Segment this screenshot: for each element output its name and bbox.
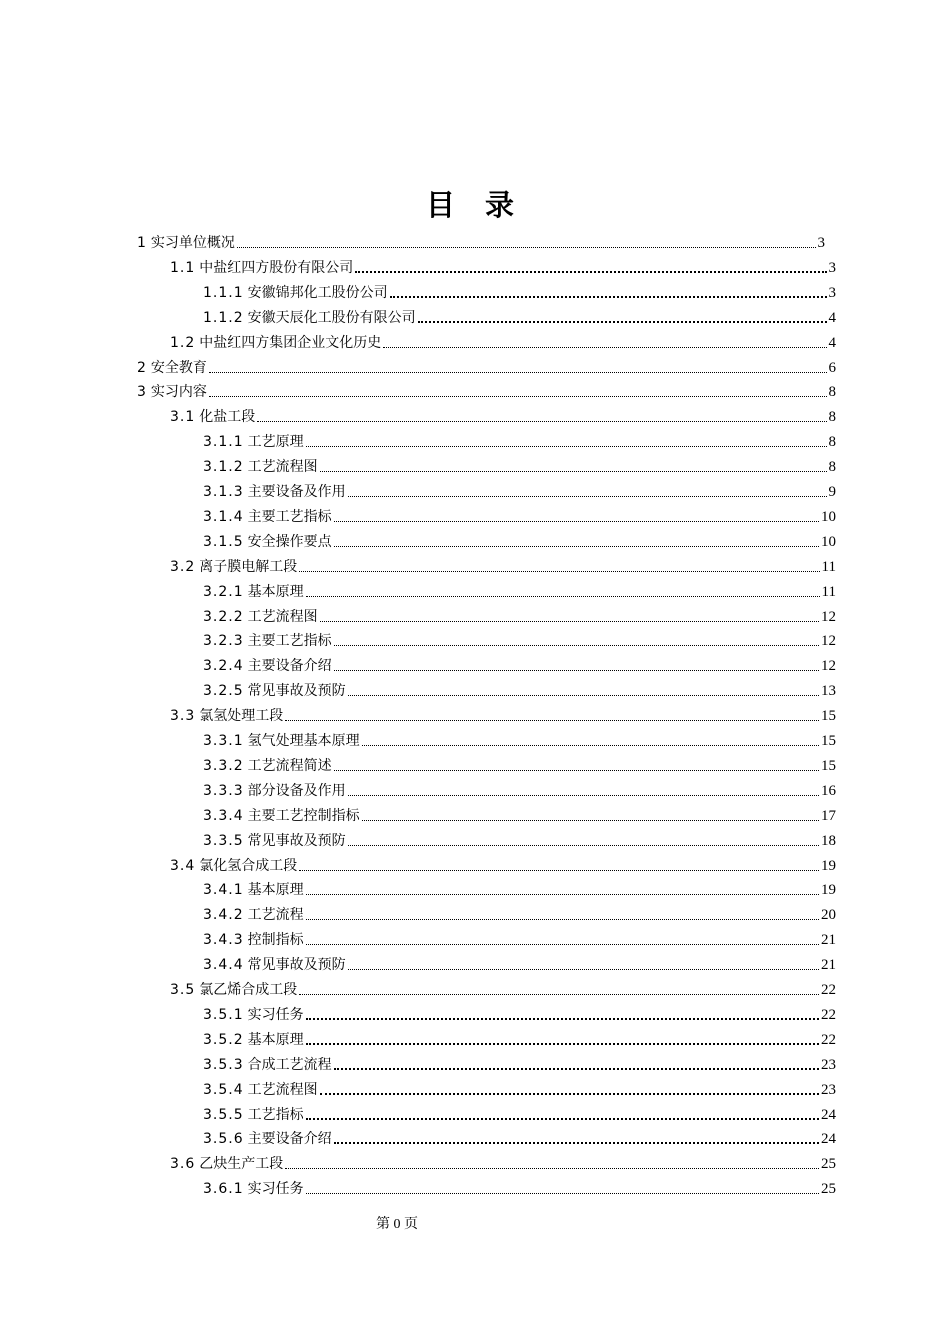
toc-entry-page: 15 bbox=[821, 757, 836, 774]
toc-entry-page: 21 bbox=[821, 932, 836, 949]
toc-entry-title: 安徽天辰化工股份有限公司 bbox=[247, 309, 416, 326]
toc-leader-dots bbox=[209, 395, 827, 397]
toc-entry[interactable] bbox=[203, 1080, 836, 1100]
toc-entry-page: 16 bbox=[821, 782, 836, 799]
toc-entry-number: 3.2.4 bbox=[203, 658, 244, 675]
toc-entry-title: 工艺流程图 bbox=[247, 1081, 318, 1098]
toc-entry-label bbox=[170, 333, 381, 353]
toc-entry-label bbox=[203, 308, 416, 328]
toc-entry[interactable] bbox=[203, 831, 836, 851]
toc-entry-page: 4 bbox=[828, 334, 836, 351]
toc-entry-title: 实习任务 bbox=[247, 1006, 304, 1023]
toc-leader-dots bbox=[348, 495, 827, 497]
toc-entry-number: 1.1.1 bbox=[203, 284, 244, 301]
toc-entry-page: 24 bbox=[821, 1131, 836, 1148]
toc-title: 目 录 bbox=[425, 188, 525, 222]
toc-entry-label bbox=[203, 781, 346, 801]
toc-entry[interactable] bbox=[203, 582, 836, 602]
toc-leader-dots bbox=[306, 445, 827, 447]
toc-entry-number: 3.6.1 bbox=[203, 1181, 244, 1198]
toc-entry-number: 3.3.2 bbox=[203, 757, 244, 774]
toc-entry-number: 1 bbox=[137, 235, 147, 251]
toc-entry[interactable] bbox=[203, 656, 836, 676]
toc-leader-dots bbox=[334, 520, 819, 522]
toc-leader-dots bbox=[306, 1117, 819, 1120]
toc-entry-number: 3.4 bbox=[170, 857, 196, 874]
toc-entry-page: 6 bbox=[828, 359, 836, 376]
toc-entry-number: 3.4.2 bbox=[203, 907, 244, 924]
toc-entry[interactable] bbox=[170, 706, 836, 726]
toc-entry-page: 8 bbox=[828, 409, 836, 426]
toc-entry-title: 工艺流程 bbox=[247, 907, 304, 924]
toc-entry-title: 实习单位概况 bbox=[150, 235, 235, 251]
toc-leader-dots bbox=[237, 246, 816, 248]
toc-entry-label bbox=[203, 831, 346, 851]
toc-entry-page: 23 bbox=[821, 1081, 836, 1098]
toc-entry[interactable] bbox=[203, 681, 836, 701]
toc-entry-title: 中盐红四方集团企业文化历史 bbox=[199, 334, 382, 351]
toc-entry-page: 13 bbox=[821, 683, 836, 700]
toc-entry-title: 安全操作要点 bbox=[247, 533, 332, 550]
toc-leader-dots bbox=[209, 371, 827, 373]
toc-entry-number: 3.4.3 bbox=[203, 932, 244, 949]
toc-entry-label bbox=[203, 1005, 304, 1025]
toc-leader-dots bbox=[299, 993, 819, 995]
toc-entry-title: 工艺原理 bbox=[247, 434, 304, 451]
toc-entry-number: 3.5.3 bbox=[203, 1056, 244, 1073]
toc-entry[interactable] bbox=[203, 532, 836, 552]
toc-leader-dots bbox=[334, 669, 819, 671]
toc-entry-page: 8 bbox=[828, 384, 836, 401]
toc-entry-page: 12 bbox=[821, 608, 836, 625]
toc-entry-label bbox=[203, 930, 304, 950]
toc-entry-label bbox=[203, 1030, 304, 1050]
toc-entry-page: 20 bbox=[821, 907, 836, 924]
toc-entry-page: 24 bbox=[821, 1106, 836, 1123]
toc-entry-label bbox=[203, 1080, 318, 1100]
toc-entry[interactable] bbox=[203, 607, 836, 627]
toc-entry-page: 3 bbox=[828, 284, 836, 301]
toc-entry-page: 21 bbox=[821, 957, 836, 974]
toc-entry-page: 10 bbox=[821, 533, 836, 550]
toc-leader-dots bbox=[334, 1141, 819, 1144]
toc-entry[interactable] bbox=[203, 457, 836, 477]
toc-entry-page: 15 bbox=[821, 733, 836, 749]
toc-entry-title: 主要工艺指标 bbox=[247, 508, 332, 525]
toc-entry-label bbox=[170, 1154, 283, 1174]
toc-entry-number: 3.2.2 bbox=[203, 608, 244, 625]
toc-entry[interactable] bbox=[137, 382, 836, 402]
toc-entry-page: 17 bbox=[821, 807, 836, 824]
toc-entry-title: 基本原理 bbox=[247, 1031, 304, 1048]
toc-entry-page: 19 bbox=[821, 857, 836, 874]
toc-entry-number: 3.2.3 bbox=[203, 633, 244, 650]
toc-entry[interactable] bbox=[137, 233, 825, 253]
toc-entry-number: 3.5.6 bbox=[203, 1131, 244, 1148]
toc-entry[interactable] bbox=[203, 308, 836, 328]
toc-leader-dots bbox=[355, 270, 826, 273]
toc-entry-title: 主要设备介绍 bbox=[247, 658, 332, 675]
toc-entry-number: 3.5.4 bbox=[203, 1081, 244, 1098]
toc-leader-dots bbox=[334, 545, 819, 547]
toc-entry-page: 4 bbox=[828, 309, 836, 326]
toc-entry-label bbox=[170, 407, 255, 427]
toc-entry-label bbox=[203, 582, 304, 602]
toc-entry-page: 22 bbox=[821, 1031, 836, 1048]
toc-entry-number: 2 bbox=[137, 359, 147, 376]
toc-entry-title: 氯乙烯合成工段 bbox=[199, 982, 298, 998]
toc-entry[interactable] bbox=[170, 258, 836, 278]
toc-entry[interactable] bbox=[203, 507, 836, 527]
toc-entry-number: 3.2.5 bbox=[203, 683, 244, 700]
toc-entry-page: 12 bbox=[821, 633, 836, 650]
toc-entry[interactable] bbox=[203, 1055, 836, 1075]
toc-leader-dots bbox=[362, 819, 819, 821]
toc-entry-label bbox=[203, 1055, 332, 1075]
toc-leader-dots bbox=[306, 893, 819, 895]
toc-leader-dots bbox=[257, 420, 826, 422]
toc-entry-title: 主要设备介绍 bbox=[247, 1131, 332, 1148]
toc-entry-title: 主要工艺控制指标 bbox=[247, 807, 360, 824]
toc-entry-number: 3.5 bbox=[170, 982, 196, 998]
toc-entry-label bbox=[203, 905, 304, 925]
toc-leader-dots bbox=[348, 694, 819, 696]
toc-entry-page: 19 bbox=[821, 882, 836, 899]
toc-entry[interactable] bbox=[203, 631, 836, 651]
toc-leader-dots bbox=[348, 968, 819, 970]
toc-entry-page: 8 bbox=[828, 434, 836, 451]
toc-entry-page: 8 bbox=[828, 459, 836, 476]
toc-entry[interactable] bbox=[203, 1129, 836, 1149]
toc-entry-title: 合成工艺流程 bbox=[247, 1056, 332, 1073]
toc-entry-number: 1.1.2 bbox=[203, 309, 244, 326]
toc-entry-page: 23 bbox=[821, 1056, 836, 1073]
toc-entry[interactable] bbox=[203, 283, 836, 303]
toc-entry-number: 3.5.5 bbox=[203, 1106, 244, 1123]
toc-entry-number: 3.1.5 bbox=[203, 533, 244, 550]
toc-entry-number: 3.1 bbox=[170, 409, 196, 426]
toc-entry-title: 工艺指标 bbox=[247, 1106, 304, 1123]
toc-entry-title: 中盐红四方股份有限公司 bbox=[199, 259, 354, 276]
toc-entry-label bbox=[170, 706, 283, 726]
toc-entry-number: 3.3.3 bbox=[203, 782, 244, 799]
toc-leader-dots bbox=[299, 869, 819, 871]
toc-entry-number: 1.1 bbox=[170, 259, 196, 276]
toc-entry-number: 3.6 bbox=[170, 1156, 196, 1173]
toc-leader-dots bbox=[383, 346, 826, 348]
toc-entry-number: 3.3 bbox=[170, 708, 196, 725]
toc-entry[interactable] bbox=[137, 358, 836, 378]
toc-entry[interactable] bbox=[203, 1179, 836, 1199]
toc-entry-number: 3.1.3 bbox=[203, 484, 244, 500]
toc-leader-dots bbox=[320, 470, 827, 472]
toc-entry-page: 15 bbox=[821, 708, 836, 725]
toc-entry-page: 25 bbox=[821, 1181, 836, 1198]
toc-entry-label bbox=[203, 532, 332, 552]
toc-entry-number: 3.3.1 bbox=[203, 733, 244, 749]
toc-entry-number: 3.3.4 bbox=[203, 807, 244, 824]
toc-leader-dots bbox=[320, 620, 819, 622]
toc-entry[interactable] bbox=[203, 482, 836, 502]
toc-entry-number: 3.3.5 bbox=[203, 832, 244, 849]
toc-entry-number: 3.5.2 bbox=[203, 1031, 244, 1048]
toc-entry-title: 控制指标 bbox=[247, 932, 304, 949]
toc-leader-dots bbox=[306, 595, 820, 597]
toc-entry-label bbox=[203, 607, 318, 627]
toc-entry[interactable] bbox=[170, 856, 836, 876]
toc-leader-dots bbox=[306, 943, 819, 945]
toc-leader-dots bbox=[334, 644, 819, 646]
toc-entry-title: 氢气处理基本原理 bbox=[247, 733, 360, 749]
toc-entry-label bbox=[203, 880, 304, 900]
toc-leader-dots bbox=[306, 918, 819, 920]
toc-entry-title: 安全教育 bbox=[150, 359, 207, 376]
toc-leader-dots bbox=[299, 570, 819, 572]
toc-entry-title: 主要工艺指标 bbox=[247, 633, 332, 650]
toc-leader-dots bbox=[362, 744, 819, 746]
toc-entry[interactable] bbox=[170, 407, 836, 427]
toc-leader-dots bbox=[390, 295, 827, 298]
toc-entry-label bbox=[203, 1129, 332, 1149]
toc-entry-title: 常见事故及预防 bbox=[247, 832, 346, 849]
toc-entry-label bbox=[203, 731, 360, 751]
toc-entry-title: 氯化氢合成工段 bbox=[199, 857, 298, 874]
toc-leader-dots bbox=[348, 794, 819, 796]
toc-entry-title: 常见事故及预防 bbox=[247, 683, 346, 700]
toc-entry-label bbox=[203, 631, 332, 651]
toc-entry-title: 离子膜电解工段 bbox=[199, 558, 298, 575]
toc-entry-page: 12 bbox=[821, 658, 836, 675]
toc-entry-title: 氯氢处理工段 bbox=[199, 708, 284, 725]
toc-entry-page: 11 bbox=[821, 558, 836, 575]
toc-entry-title: 工艺流程图 bbox=[247, 608, 318, 625]
toc-entry-page: 10 bbox=[821, 508, 836, 525]
toc-entry-label bbox=[203, 656, 332, 676]
toc-entry-title: 工艺流程简述 bbox=[247, 757, 332, 774]
toc-entry-number: 3.2 bbox=[170, 558, 196, 575]
toc-entry-title: 部分设备及作用 bbox=[247, 782, 346, 799]
toc-leader-dots bbox=[306, 1192, 819, 1194]
toc-entry-number: 1.2 bbox=[170, 334, 196, 351]
toc-entry-label bbox=[203, 1105, 304, 1125]
toc-entry-page: 11 bbox=[821, 583, 836, 600]
toc-entry[interactable] bbox=[203, 1105, 836, 1125]
toc-entry-title: 常见事故及预防 bbox=[247, 957, 346, 974]
toc-leader-dots bbox=[334, 769, 819, 771]
toc-entry-label bbox=[203, 457, 318, 477]
toc-entry[interactable] bbox=[203, 955, 836, 975]
toc-entry-label bbox=[203, 681, 346, 701]
toc-entry-label bbox=[203, 756, 332, 776]
toc-leader-dots bbox=[285, 1167, 819, 1169]
toc-entry-label bbox=[170, 980, 297, 1000]
toc-entry-number: 3.2.1 bbox=[203, 583, 244, 600]
toc-entry-page: 3 bbox=[828, 259, 836, 276]
toc-entry-label bbox=[203, 955, 346, 975]
toc-leader-dots bbox=[320, 1092, 819, 1095]
toc-entry-label bbox=[170, 258, 353, 278]
toc-entry-title: 基本原理 bbox=[247, 882, 304, 899]
toc-entry-title: 安徽锦邦化工股份公司 bbox=[247, 284, 388, 301]
toc-entry-label bbox=[203, 507, 332, 527]
toc-entry-label bbox=[137, 233, 235, 253]
toc-entry-title: 实习内容 bbox=[150, 384, 207, 401]
toc-entry-label bbox=[137, 358, 207, 378]
toc-entry-label bbox=[203, 283, 388, 303]
toc-leader-dots bbox=[285, 719, 819, 721]
toc-entry-page: 9 bbox=[828, 484, 836, 500]
toc-entry-number: 3.5.1 bbox=[203, 1006, 244, 1023]
toc-leader-dots bbox=[348, 844, 819, 846]
toc-leader-dots bbox=[334, 1067, 819, 1070]
toc-entry-number: 3.4.4 bbox=[203, 957, 244, 974]
toc-entry-title: 化盐工段 bbox=[199, 409, 256, 426]
toc-entry-title: 实习任务 bbox=[247, 1181, 304, 1198]
toc-entry-title: 基本原理 bbox=[247, 583, 304, 600]
toc-entry[interactable] bbox=[203, 1030, 836, 1050]
toc-entry-label bbox=[203, 806, 360, 826]
toc-leader-dots bbox=[306, 1017, 819, 1020]
toc-entry-number: 3 bbox=[137, 384, 147, 401]
toc-leader-dots bbox=[418, 320, 827, 323]
toc-entry[interactable] bbox=[203, 806, 836, 826]
toc-entry[interactable] bbox=[203, 756, 836, 776]
toc-entry-number: 3.4.1 bbox=[203, 882, 244, 899]
toc-entry-page: 22 bbox=[821, 982, 836, 998]
toc-entry-number: 3.1.2 bbox=[203, 459, 244, 476]
toc-leader-dots bbox=[306, 1042, 819, 1045]
toc-entry[interactable] bbox=[170, 1154, 836, 1174]
toc-entry[interactable] bbox=[203, 905, 836, 925]
toc-entry-number: 3.1.4 bbox=[203, 508, 244, 525]
toc-entry-label bbox=[203, 482, 346, 502]
toc-entry[interactable] bbox=[203, 731, 836, 751]
toc-entry-label bbox=[170, 557, 297, 577]
toc-entry[interactable] bbox=[203, 781, 836, 801]
toc-entry[interactable] bbox=[170, 333, 836, 353]
toc-entry[interactable] bbox=[203, 880, 836, 900]
toc-entry-label bbox=[203, 432, 304, 452]
toc-entry-title: 乙炔生产工段 bbox=[199, 1156, 284, 1173]
toc-entry-label bbox=[170, 856, 297, 876]
toc-entry-page: 25 bbox=[821, 1156, 836, 1173]
toc-entry[interactable] bbox=[203, 930, 836, 950]
toc-entry-number: 3.1.1 bbox=[203, 434, 244, 451]
toc-entry-label bbox=[137, 382, 207, 402]
toc-entry[interactable] bbox=[203, 432, 836, 452]
toc-entry-page: 3 bbox=[817, 235, 825, 251]
page-footer: 第 0 页 bbox=[376, 1217, 418, 1232]
toc-entry-title: 主要设备及作用 bbox=[247, 484, 346, 500]
toc-entry-label bbox=[203, 1179, 304, 1199]
toc-entry-page: 18 bbox=[821, 832, 836, 849]
toc-entry[interactable] bbox=[170, 980, 836, 1000]
toc-entry-page: 22 bbox=[821, 1006, 836, 1023]
toc-entry[interactable] bbox=[203, 1005, 836, 1025]
toc-entry-title: 工艺流程图 bbox=[247, 459, 318, 476]
toc-entry[interactable] bbox=[170, 557, 836, 577]
